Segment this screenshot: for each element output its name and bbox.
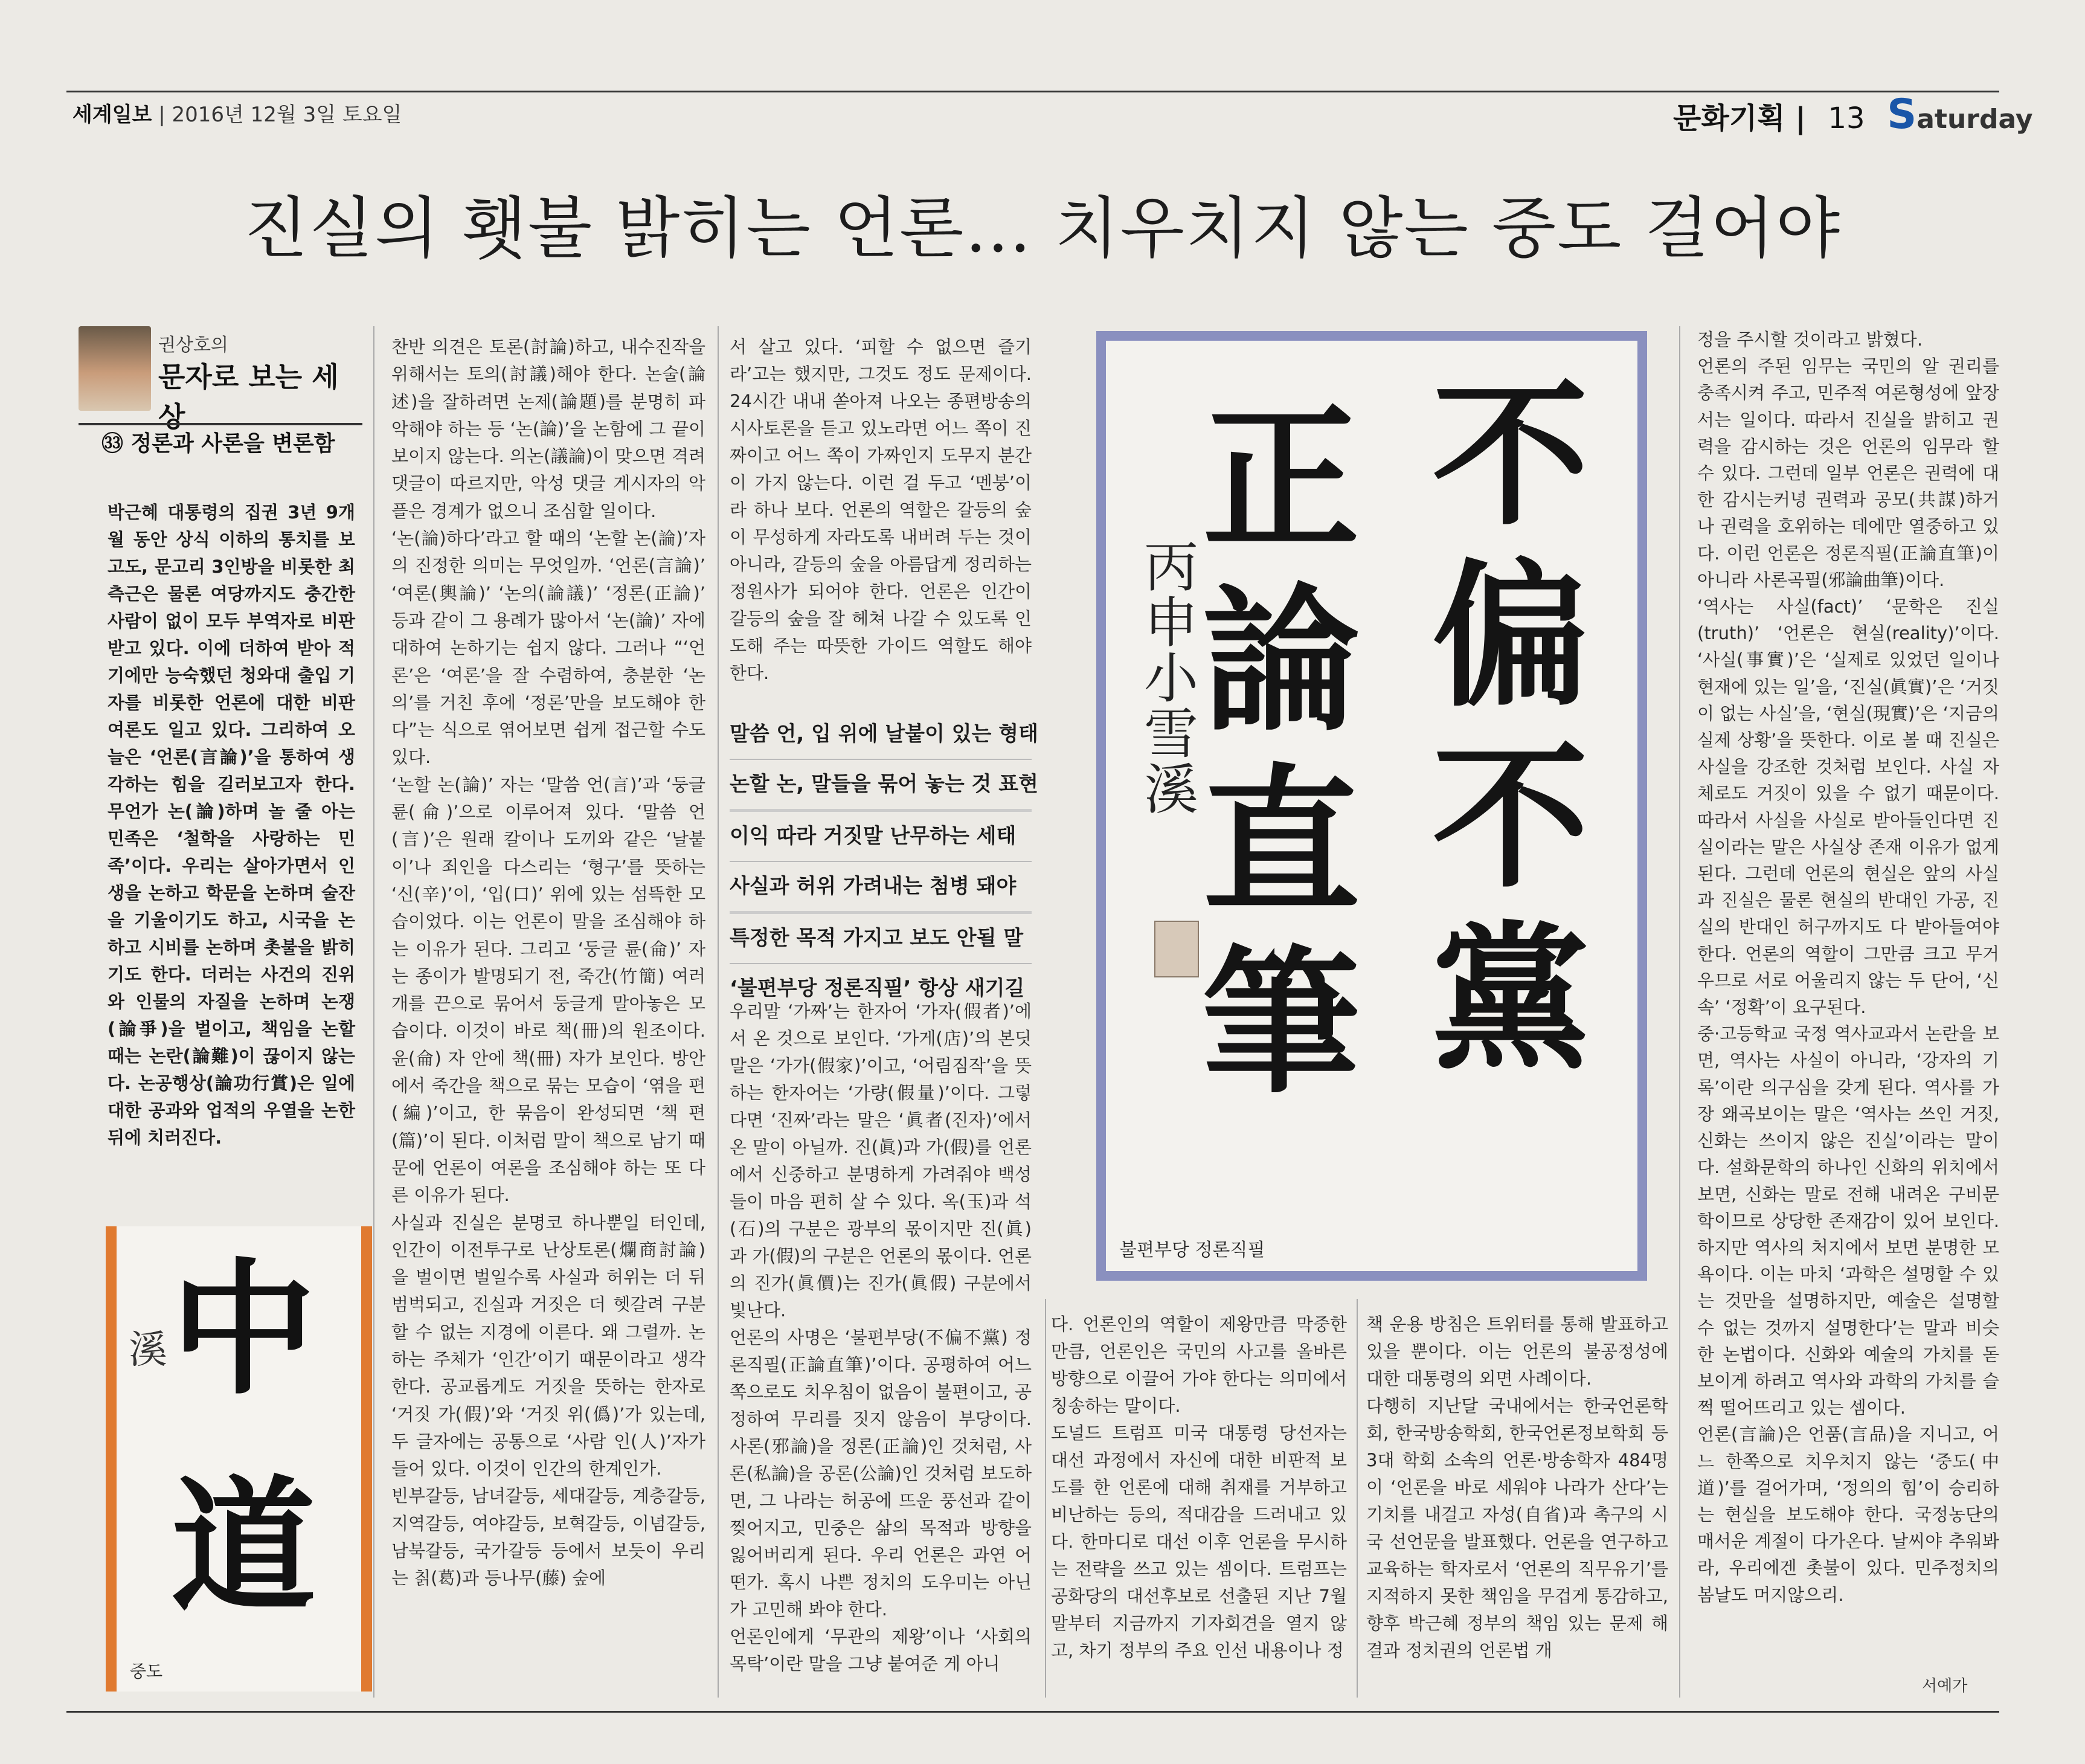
column-divider	[1679, 326, 1680, 1698]
column-divider	[373, 326, 374, 1698]
calligraphy-char-jung: 中	[171, 1244, 316, 1414]
masthead-left	[72, 98, 402, 127]
series-title: 문자로 보는 세상	[158, 361, 339, 433]
author-credit: 서예가	[1922, 1677, 1968, 1695]
byline	[79, 326, 362, 433]
jungdo-calligraphy	[106, 1226, 372, 1692]
calligraphy-caption: 불편부당 정론직필	[1119, 1240, 1265, 1261]
calligraphy-artwork	[1096, 331, 1647, 1281]
body-column-5: 책 운용 방침은 트위터를 통해 발표하고 있을 뿐이다. 이는 언론의 불공정성에 대한 대통령의 외면 사례이다. 다행히 지난달 국내에서는 한국언론학회, 한국방송학회, 한국언론정보학회 등 3대 학회 소속의 언론·방송학자 484명이 ‘언론을 바로 세워야 나라가 산다’는 기치를 내걸고 자성(自省)과 촉구의 시국 선언문을 발표했다. 언론을 연구하고 교육하는 학자로서 ‘언론의 직무유기’를 지적하지 못한 책임을 무겁게 통감하고, 향후 박근혜 정부의 책임 있는 문제 해결과 정치권의 언론법 개	[1366, 1314, 1668, 1661]
saturday-brand	[1887, 91, 2033, 138]
pull-quote-line: 이익 따라 거짓말 난무하는 세태	[730, 812, 1032, 862]
author-photo	[79, 326, 151, 411]
bottom-rule	[66, 1711, 1999, 1713]
pull-quotes	[730, 710, 1038, 1013]
jungdo-signature: 溪	[129, 1328, 167, 1373]
pull-quote-line: 말씀 언, 입 위에 날붙이 있는 형태	[730, 710, 1032, 760]
pull-quote-line: 사실과 허위 가려내는 첨병 돼야	[730, 862, 1032, 914]
top-rule	[66, 91, 1999, 92]
author-name: 권상호의	[158, 335, 228, 356]
separator: |	[158, 103, 172, 127]
body-column-6: 정을 주시할 것이라고 밝혔다. 언론의 주된 임무는 국민의 알 권리를 충족시켜 주고, 민주적 여론형성에 앞장서는 일이다. 따라서 진실을 밝히고 권력을 감시하는 것은 언론의 임무라 할 수 있다. 그런데 일부 언론은 권력에 대한 감시는커녕 권력과 공모(共謀)하거나 권력을 호위하는 데에만 열중하고 있다. 이런 언론은 정론직필(正論直筆)이 아니라 사론곡필(邪論曲筆)이다. ‘역사는 사실(fact)’ ‘문학은 진실(truth)’ ‘언론은 현실(reality)’이다. ‘사실(事實)’은 ‘실제로 있었던 일이나 현재에 있는 일’을, ‘진실(眞實)’은 ‘거짓이 없는 사실’을, ‘현실(現實)’은 ‘지금의 실제 상황’을 뜻한다. 이로 볼 때 진실은 사실을 강조한 것처럼 보인다. 사실 자체로도 거짓이 있을 수 없기 때문이다. 따라서 사실을 사실로 받아들인다면 진실이라는 말은 사실상 존재 이유가 없게 된다. 그런데 언론의 현실은 앞의 사실과 진실은 물론 현실의 반대인 가공, 진실의 반대인 허구까지도 다 받아들여야 한다. 언론의 역할이 그만큼 크고 무거우므로 서로 어울리지 않는 두 단어, ‘신속’ ‘정확’이 요구된다. 중·고등학교 국정 역사교과서 논란을 보면, 역사는 사실이 아니라, ‘강자의 기록’이란 의구심을 갖게 된다. 역사를 가장 왜곡보이는 말은 ‘역사는 쓰인 거짓, 신화는 쓰이지 않은 진실’이라는 말이다. 설화문학의 하나인 신화의 위치에서 보면, 신화는 말로 전해 내려온 구비문학이므로 상당한 존재감이 있어 보인다. 하지만 역사의 처지에서 보면 분명한 모욕이다. 이는 마치 ‘과학은 설명할 수 있는 것만을 설명하지만, 예술은 설명할 수 없는 것까지 설명한다’는 말과 비슷한 논법이다. 신화와 예술의 가치를 돋보이게 하려고 역사와 과학의 가치를 슬쩍 떨어뜨리고 있는 셈이다. 언론(言論)은 언품(言品)을 지니고, 어느 한쪽으로 치우치지 않는 ‘중도(中道)’를 걸어가며, ‘정의의 힘’이 승리하는 현실을 보도해야 한다. 국정농단의 매서운 계절이 다가온다. 날씨야 추워봐라, 우리에겐 촛불이 있다. 민주정치의 봄날도 머지않으리.	[1697, 329, 1999, 1605]
calligraphy-signature: 丙申小雪 溪	[1144, 536, 1198, 822]
jungdo-caption: 중도	[130, 1661, 163, 1681]
column-divider	[1045, 1299, 1046, 1698]
calligraphy-left-column: 正論直筆	[1203, 387, 1360, 1115]
paper-name: 세계일보	[72, 103, 152, 127]
body-column-3: 서 살고 있다. ‘피할 수 없으면 즐기라’고는 했지만, 그것도 정도 문제이다. 24시간 내내 쏟아져 나오는 종편방송의 시사토론을 듣고 있노라면 어느 쪽이 진짜이고 어느 쪽이 가짜인지 도무지 분간이 가지 않는다. 이런 걸 두고 ‘멘붕’이라 하나 보다. 언론의 역할은 갈등의 숲이 무성하게 자라도록 내버려 두는 것이 아니라, 갈등의 숲을 아름답게 정리하는 정원사가 되어야 한다. 언론은 인간이 갈등의 숲을 잘 헤쳐 나갈 수 있도록 인도해 주는 따뜻한 가이드 역할도 해야 한다.	[730, 336, 1032, 683]
page-number-separator: |	[1795, 101, 1816, 135]
section-name: 문화기획	[1673, 101, 1785, 135]
page-number: 13	[1828, 101, 1865, 135]
pull-quote-line: 특정한 목적 가지고 보도 안될 말	[730, 914, 1032, 964]
body-column-3-lower: 우리말 ‘가짜’는 한자어 ‘가자(假者)’에서 온 것으로 보인다. ‘가게(店)’의 본딧말은 ‘가가(假家)’이고, ‘어림짐작’을 뜻하는 한자어는 ‘가량(假量)’이다. 그렇다면 ‘진짜’라는 말은 ‘眞者(진자)’에서 온 말이 아닐까. 진(眞)과 가(假)를 언론에서 신중하고 분명하게 가려줘야 백성들이 마음 편히 살 수 있다. 옥(玉)과 석(石)의 구분은 광부의 몫이지만 진(眞)과 가(假)의 구분은 언론의 몫이다. 언론의 진가(眞價)는 진가(眞假) 구분에서 빛난다. 언론의 사명은 ‘불편부당(不偏不黨) 정론직필(正論直筆)’이다. 공평하여 어느 쪽으로도 치우침이 없음이 불편이고, 공정하여 무리를 짓지 않음이 부당이다. 사론(邪論)을 정론(正論)인 것처럼, 사론(私論)을 공론(公論)인 것처럼 보도하면, 그 나라는 허공에 뜨운 풍선과 같이 찢어지고, 민중은 삶의 목적과 방향을 잃어버리게 된다. 우리 언론은 과연 어떤가. 혹시 나쁜 정치의 도우미는 아닌가 고민해 봐야 한다. 언론인에게 ‘무관의 제왕’이나 ‘사회의 목탁’이란 말을 그냥 붙여준 게 아니	[730, 1001, 1032, 1674]
issue-date: 2016년 12월 3일 토요일	[172, 103, 402, 127]
body-column-4: 다. 언론인의 역할이 제왕만큼 막중한 만큼, 언론인은 국민의 사고를 올바른 방향으로 이끌어 가야 한다는 의미에서 칭송하는 말이다. 도널드 트럼프 미국 대통령 당선자는 대선 과정에서 자신에 대한 비판적 보도를 한 언론에 대해 취재를 거부하고 비난하는 등의, 적대감을 드러내고 있다. 한마디로 대선 이후 언론을 무시하는 전략을 쓰고 있는 셈이다. 트럼프는 공화당의 대선후보로 선출된 지난 7월 말부터 지금까지 기자회견을 열지 않고, 차기 정부의 주요 인선 내용이나 정	[1051, 1314, 1347, 1661]
pull-quote-line: 논할 논, 말들을 묶어 놓는 것 표현	[730, 760, 1032, 812]
calligraphy-char-do: 道	[171, 1461, 316, 1632]
seal-stamp	[1154, 921, 1199, 977]
column-divider	[718, 326, 719, 1698]
saturday-brand-rest: aturday	[1916, 104, 2033, 135]
masthead-right	[1673, 91, 2033, 138]
headline: 진실의 횃불 밝히는 언론… 치우치지 않는 중도 걸어야	[243, 190, 1842, 267]
calligraphy-right-column: 不偏不黨	[1432, 363, 1589, 1091]
subtitle-rule	[79, 423, 362, 425]
body-column-2: 찬반 의견은 토론(討論)하고, 내수진작을 위해서는 토의(討議)해야 한다. 논술(論述)을 잘하려면 논제(論題)를 분명히 파악해야 하는 등 ‘논(論)’을 논함에 그 끝이 보이지 않는다. 의논(議論)이 맞으면 격려 댓글이 따르지만, 악성 댓글 게시자의 악플은 경계가 없으니 조심할 일이다. ‘논(論)하다’라고 할 때의 ‘논할 논(論)’자의 진정한 의미는 무엇일까. ‘언론(言論)’ ‘여론(輿論)’ ‘논의(論議)’ ‘정론(正論)’ 등과 같이 그 용례가 많아서 ‘논(論)’ 자에 대하여 논하기는 쉽지 않다. 그러나 “‘언론’은 ‘여론’을 잘 수렴하여, 충분한 ‘논의’를 거친 후에 ‘정론’만을 보도해야 한다”는 식으로 엮어보면 쉽게 접근할 수도 있다. ‘논할 논(論)’ 자는 ‘말씀 언(言)’과 ‘둥글 륜(侖)’으로 이루어져 있다. ‘말씀 언(言)’은 원래 칼이나 도끼와 같은 ‘날붙이’나 죄인을 다스리는 ‘형구’를 뜻하는 ‘신(辛)’이, ‘입(口)’ 위에 있는 섬뜩한 모습이었다. 이는 언론이 말을 조심해야 하는 이유가 된다. 그리고 ‘둥글 륜(侖)’ 자는 종이가 발명되기 전, 죽간(竹簡) 여러 개를 끈으로 묶어서 둥글게 말아놓은 모습이다. 이것이 바로 책(冊)의 원조이다. 윤(侖) 자 안에 책(冊) 자가 보인다. 방안에서 죽간을 책으로 묶는 모습이 ‘엮을 편(編)’이고, 한 묶음이 완성되면 ‘책 편(篇)’이 된다. 이처럼 말이 책으로 남기 때문에 언론이 여론을 조심해야 하는 또 다른 이유가 된다. 사실과 진실은 분명코 하나뿐일 터인데, 인간이 이전투구로 난상토론(爛商討論)을 벌이면 벌일수록 사실과 허위는 더 뒤범벅되고, 진실과 거짓은 더 헷갈려 구분할 수 없는 지경에 이른다. 왜 그럴까. 논하는 주체가 ‘인간’이기 때문이라고 생각한다. 공교롭게도 거짓을 뜻하는 한자로 ‘거짓 가(假)’와 ‘거짓 위(僞)’가 있는데, 두 글자에는 공통으로 ‘사람 인(人)’자가 들어 있다. 이것이 인간의 한계인가. 빈부갈등, 남녀갈등, 세대갈등, 계층갈등, 지역갈등, 여야갈등, 보혁갈등, 이념갈등, 남북갈등, 국가갈등 등에서 보듯이 우리는 칡(葛)과 등나무(藤) 숲에	[391, 336, 705, 1589]
pull-quote-line: ‘불편부당 정론직필’ 항상 새기길	[730, 976, 1025, 1000]
saturday-brand-initial: S	[1887, 91, 1917, 138]
column-divider	[1357, 1299, 1358, 1698]
article-subtitle: ㉝ 정론과 사론을 변론함	[101, 431, 335, 456]
lead-paragraph: 박근혜 대통령의 집권 3년 9개월 동안 상식 이하의 통치를 보고도, 문고리 3인방을 비롯한 최측근은 물론 여당까지도 충간한 사람이 없이 모두 부역자로 비판받고 있다. 이에 더하여 받아 적기에만 능숙했던 청와대 출입 기자를 비롯한 언론에 대한 비판 여론도 일고 있다. 그리하여 오늘은 ‘언론(言論)’을 통하여 생각하는 힘을 길러보고자 한다. 무언가 논(論)하며 놀 줄 아는 민족은 ‘철학을 사랑하는 민족’이다. 우리는 살아가면서 인생을 논하고 학문을 논하며 술잔을 기울이기도 하고, 시국을 논하고 시비를 논하며 촛불을 밝히기도 한다. 더러는 사건의 진위와 인물의 자질을 논하며 논쟁(論爭)을 벌이고, 책임을 논할 때는 논란(論難)이 끊이지 않는다. 논공행상(論功行賞)은 일에 대한 공과와 업적의 우열을 논한 뒤에 치러진다.	[108, 502, 355, 1148]
